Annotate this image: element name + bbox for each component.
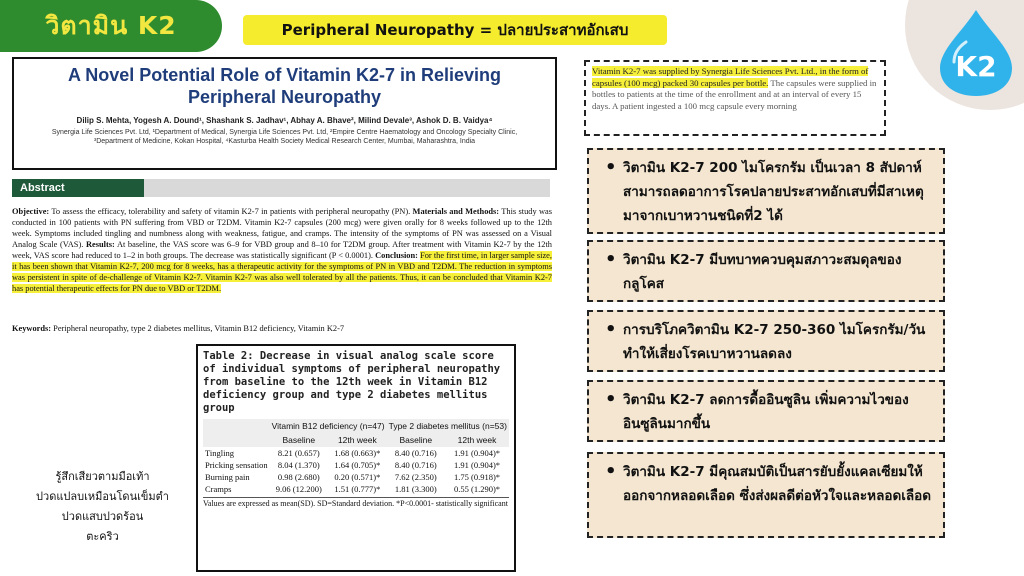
affiliation-line: Synergia Life Sciences Pvt. Ltd, ¹Department of Medical, Synergia Life Sciences Pvt. Ltd, ²Empire Centre Haematology and Oncology Specialty Clinic, xyxy=(51,129,518,136)
results-table-box xyxy=(196,344,516,572)
bullet-text: วิตามิน K2-7 200 ไมโครกรัม เป็นเวลา 8 สัปดาห์ สามารถลดอาการโรคปลายประสาทอักเสบที่มีสาเหตุมาจากเบาหวานชนิดที่2 ได้ xyxy=(623,160,924,224)
table-header-group1: Vitamin B12 deficiency (n=47) xyxy=(271,421,385,431)
paper-authors: Dilip S. Mehta, Yogesh A. Dound¹, Shashank S. Jadhav¹, Abhay A. Bhave², Milind Devale³, Ashok D. B. Vaidya⁴ xyxy=(76,116,493,125)
bullet-card xyxy=(587,380,945,442)
symptom-item: ปวดแปลบเหมือนโดนเข็มตำ xyxy=(36,490,169,503)
paper-title: A Novel Potential Role of Vitamin K2-7 in Relieving Peripheral Neuropathy xyxy=(67,65,502,107)
value-cell: 7.62 (2.350) xyxy=(394,472,437,482)
objective-text: To assess the efficacy, tolerability and safety of vitamin K2-7 in patients with peripheral neuropathy (PN). xyxy=(51,207,411,216)
symptom-cell: Tingling xyxy=(205,448,234,458)
symptom-item: ตะคริว xyxy=(86,530,119,543)
value-cell: 8.21 (0.657) xyxy=(277,448,320,458)
symptom-item: ปวดแสบปวดร้อน xyxy=(61,510,144,523)
slide-title: วิตามิน K2 xyxy=(45,11,177,40)
table-header-group2: Type 2 diabetes mellitus (n=53) xyxy=(387,419,509,433)
symptom-cell: Burning pain xyxy=(205,472,250,482)
table-row xyxy=(203,459,509,471)
table-title: Table 2: Decrease in visual analog scale score of individual symptoms of peripheral neuropathy from baseline to the 12th week in Vitamin B12 deficiency group and type 2 diabetes mellitus group xyxy=(203,350,501,414)
value-cell: 1.91 (0.904)* xyxy=(454,448,501,458)
value-cell: 9.06 (12.200) xyxy=(275,484,322,494)
value-cell: 8.40 (0.716) xyxy=(394,448,437,458)
results-table xyxy=(203,419,509,495)
bullet-card xyxy=(587,452,945,538)
conclusion-label: Conclusion: xyxy=(375,251,418,260)
abstract-bar xyxy=(12,179,550,197)
conclusion-highlight: For the first time, in larger sample size, it has been shown that Vitamin K2-7, 200 mcg for 8 weeks, has a therapeutic activity for the symptoms of PN in VBD and T2DM. The reduction in symptoms was persistent in spite of de-challenge of Vitamin K2-7. Vitamin K2-7 was also well tolerated by all the patients. Thus, it can be concluded that Vitamin K2-7 has potential therapeutic effects for PN due to VBD or T2DM. xyxy=(12,251,552,293)
table-header-week: 12th week xyxy=(328,433,387,447)
results-label: Results: xyxy=(85,240,115,249)
excerpt-text: The capsules were supplied in bottles to patients at the time of the enrollment and at an interval of every 15 days. A patient ingested a 100 mcg capsule every morning xyxy=(592,77,877,111)
logo-text: K2 xyxy=(955,50,997,83)
abstract-body xyxy=(12,206,552,294)
table-note: Values are expressed as mean(SD). SD=Standard deviation. *P<0.0001- statistically significant xyxy=(203,499,508,508)
bullet-text: วิตามิน K2-7 ลดการดื้ออินซูลิน เพิ่มความไวของอินซูลินมากขึ้น xyxy=(623,392,909,432)
symptom-cell: Pricking sensation xyxy=(205,460,268,470)
symptom-list xyxy=(20,467,185,547)
methods-text: This study was conducted in 100 patients with PN suffering from VBD or T2DM. Vitamin K2-7 capsules (200 mcg) were given orally for 8 weeks followed up to the 12th week. Symptoms included tingling and numbness along with weakness, fatigue, and cramps. The intensity of the symptoms of PN was assessed on a Visual Analog Scale (VAS). xyxy=(12,207,553,249)
bullet-card xyxy=(587,240,945,302)
value-cell: 1.64 (0.705)* xyxy=(334,460,381,470)
paper-affiliations xyxy=(24,128,545,146)
topic-badge xyxy=(243,15,667,45)
bullet-card xyxy=(587,310,945,372)
bullet-card xyxy=(587,148,945,234)
paper-header xyxy=(12,57,557,170)
k2-drop-logo xyxy=(930,6,1022,98)
value-cell: 8.04 (1.370) xyxy=(277,460,320,470)
methods-label: Materials and Methods: xyxy=(412,207,500,216)
objective-label: Objective: xyxy=(12,207,50,216)
value-cell: 0.20 (0.571)* xyxy=(334,472,381,482)
table-header-week: 12th week xyxy=(445,433,509,447)
symptom-item: รู้สึกเสียวตามมือเท้า xyxy=(55,470,150,483)
table-row xyxy=(203,483,509,495)
bullet-text: วิตามิน K2-7 มีบทบาทควบคุมสภาวะสมดุลของกลูโคส xyxy=(623,252,902,292)
abstract-heading: Abstract xyxy=(12,179,144,197)
methods-excerpt xyxy=(584,60,886,136)
symptom-cell: Cramps xyxy=(205,484,232,494)
value-cell: 8.40 (0.716) xyxy=(394,460,437,470)
keywords-text: Peripheral neuropathy, type 2 diabetes mellitus, Vitamin B12 deficiency, Vitamin K2-7 xyxy=(53,324,345,333)
value-cell: 1.68 (0.663)* xyxy=(334,448,381,458)
results-text: At baseline, the VAS score was 6–9 for VBD group and 8–10 for T2DM group. After treatment with Vitamin K2-7 by the 12th week, VAS score had reduced to 1–2 in both groups. The decrease was statistically significant (P < 0.0001). xyxy=(12,240,552,260)
bullet-text: การบริโภควิตามิน K2-7 250-360 ไมโครกรัม/วัน ทำให้เสี่ยงโรคเบาหวานลดลง xyxy=(623,322,926,362)
value-cell: 1.81 (3.300) xyxy=(394,484,437,494)
value-cell: 1.91 (0.904)* xyxy=(454,460,501,470)
value-cell: 0.55 (1.290)* xyxy=(454,484,501,494)
keywords-label: Keywords: xyxy=(12,324,52,333)
topic-title: Peripheral Neuropathy = ปลายประสาทอักเสบ xyxy=(281,21,629,39)
table-header-empty xyxy=(203,433,270,447)
title-badge xyxy=(0,0,222,52)
table-row xyxy=(203,447,509,459)
value-cell: 1.75 (0.918)* xyxy=(454,472,501,482)
excerpt-highlight: Vitamin K2-7 was supplied by Synergia Life Sciences Pvt. Ltd., in the form of capsules (100 mcg) packed 30 capsules per bottle. xyxy=(592,66,869,88)
table-header-empty xyxy=(203,419,270,433)
table-header-baseline: Baseline xyxy=(387,433,445,447)
table-header-baseline: Baseline xyxy=(270,433,329,447)
keywords xyxy=(12,324,552,333)
affiliation-line: ³Department of Medicine, Kokan Hospital, ⁴Kasturba Health Society Medical Research Center, Mumbai, Maharashtra, India xyxy=(93,138,476,145)
value-cell: 1.51 (0.777)* xyxy=(334,484,381,494)
table-row xyxy=(203,471,509,483)
value-cell: 0.98 (2.680) xyxy=(277,472,320,482)
bullet-text: วิตามิน K2-7 มีคุณสมบัติเป็นสารยับยั้งแคลเซียมให้ออกจากหลอดเลือด ซึ่งส่งผลดีต่อหัวใจและหลอดเลือด xyxy=(623,464,931,504)
